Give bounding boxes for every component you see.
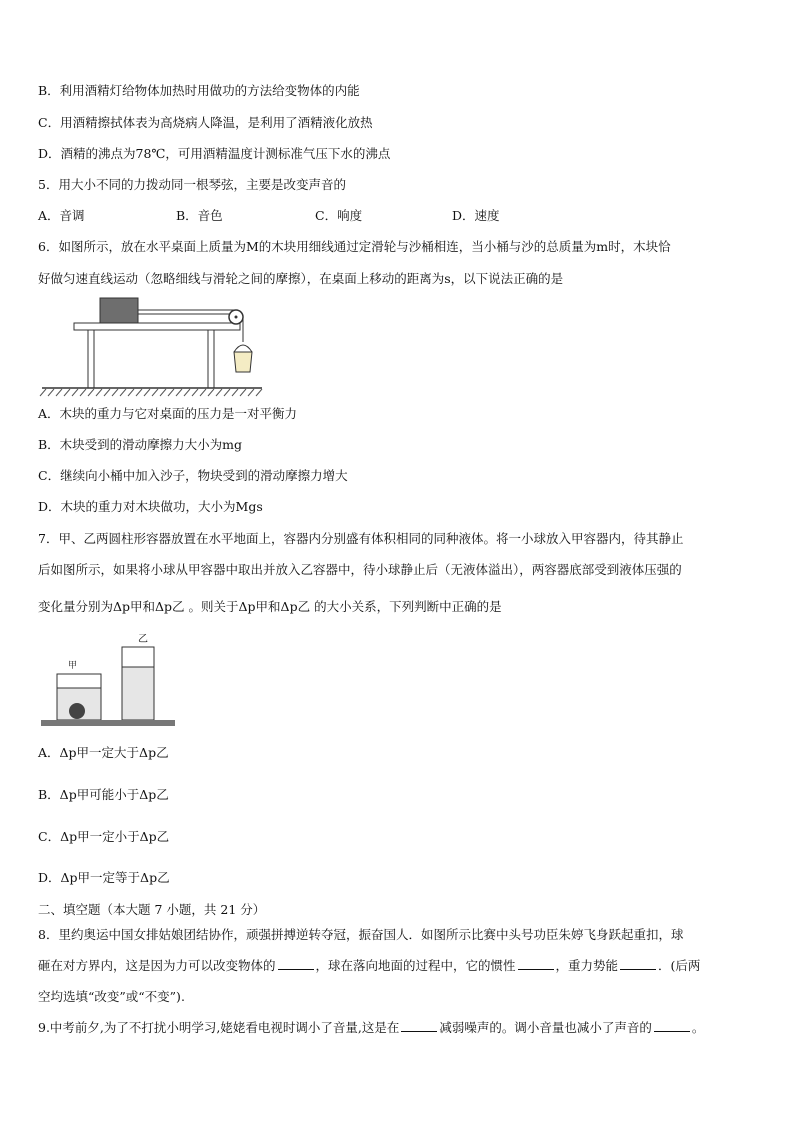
q9-blank-2[interactable]	[654, 1019, 690, 1032]
q7-stem-line1: 7．甲、乙两圆柱形容器放置在水平地面上，容器内分别盛有体积相同的同种液体。将一小球放入甲容器内，待其静止	[38, 531, 684, 546]
ball	[69, 703, 85, 719]
label-yi: 乙	[138, 634, 148, 645]
label-jia: 甲	[68, 661, 78, 671]
q6-option-a: A．木块的重力与它对桌面的压力是一对平衡力	[38, 406, 298, 421]
q5-option-a: A．音调	[38, 208, 85, 223]
q4-option-c: C．用酒精擦拭体表为高烧病人降温，是利用了酒精液化放热	[38, 115, 373, 130]
q5-option-b: B．音色	[176, 208, 223, 223]
wood-block	[100, 298, 138, 323]
q8-text-c: ，重力势能	[555, 958, 619, 973]
q8-line3: 空均选填“改变”或“不变”).	[38, 989, 185, 1004]
pulley-table-figure	[38, 292, 278, 400]
q7-option-c: C．Δp甲一定小于Δp乙	[38, 829, 170, 844]
q7-option-d: D．Δp甲一定等于Δp乙	[38, 870, 170, 885]
q6-option-d: D．木块的重力对木块做功，大小为Mgs	[38, 499, 263, 514]
q8-text-a: 砸在对方界内，这是因为力可以改变物体的	[38, 958, 276, 973]
q9-line	[38, 1019, 764, 1037]
sand-bucket	[234, 352, 252, 372]
table-leg-left	[88, 330, 94, 388]
table-top	[74, 323, 240, 330]
q9-text-c: 。	[691, 1020, 705, 1035]
container-yi-liquid	[122, 667, 154, 720]
q9-text-b: 减弱噪声的。调小音量也减小了声音的	[439, 1020, 652, 1035]
q8-blank-2[interactable]	[518, 957, 554, 970]
q6-option-c: C．继续向小桶中加入沙子，物块受到的滑动摩擦力增大	[38, 468, 348, 483]
section-heading: 二、填空题（本大题 7 小题，共 21 分）	[38, 902, 266, 917]
q6-stem-line2: 好做匀速直线运动（忽略细线与滑轮之间的摩擦），在桌面上移动的距离为s，以下说法正确的是	[38, 271, 564, 286]
q9-blank-1[interactable]	[401, 1019, 437, 1032]
q6-option-b: B．木块受到的滑动摩擦力大小为mg	[38, 437, 243, 452]
q6-stem-line1: 6．如图所示，放在水平桌面上质量为M的木块用细线通过定滑轮与沙桶相连，当小桶与沙的总质量为m时，木块恰	[38, 239, 671, 254]
containers-figure	[38, 630, 178, 730]
q9-text-a: 9.中考前夕,为了不打扰小明学习,姥姥看电视时调小了音量,这是在	[38, 1020, 400, 1035]
q4-option-d: D．酒精的沸点为78℃，可用酒精温度计测标准气压下水的沸点	[38, 146, 391, 161]
q8-text-d: ．(后两	[658, 958, 701, 973]
q7-option-b: B．Δp甲可能小于Δp乙	[38, 787, 169, 802]
q7-stem-line3: 变化量分别为Δp甲和Δp乙 。则关于Δp甲和Δp乙 的大小关系，下列判断中正确的是	[38, 599, 502, 614]
q8-line1: 8．里约奥运中国女排姑娘团结协作，顽强拼搏逆转夺冠，振奋国人．如图所示比赛中头号功臣朱婷飞身跃起重扣，球	[38, 927, 684, 942]
q8-text-b: ，球在落向地面的过程中，它的惯性	[315, 958, 516, 973]
bucket-handle	[234, 345, 252, 352]
q5-option-c: C．响度	[315, 208, 363, 223]
q4-option-b: B．利用酒精灯给物体加热时用做功的方法给变物体的内能	[38, 83, 360, 98]
q8-blank-1[interactable]	[278, 957, 314, 970]
q8-blank-3[interactable]	[620, 957, 656, 970]
q7-stem-line2: 后如图所示，如果将小球从甲容器中取出并放入乙容器中，待小球静止后（无液体溢出），两容器底部受到液体压强的	[38, 562, 682, 577]
ground-base	[41, 720, 175, 726]
table-leg-right	[208, 330, 214, 388]
q7-option-a: A．Δp甲一定大于Δp乙	[38, 745, 169, 760]
q5-option-d: D．速度	[452, 208, 500, 223]
q8-line2	[38, 957, 764, 975]
q5-stem: 5．用大小不同的力拨动同一根琴弦，主要是改变声音的	[38, 177, 346, 192]
